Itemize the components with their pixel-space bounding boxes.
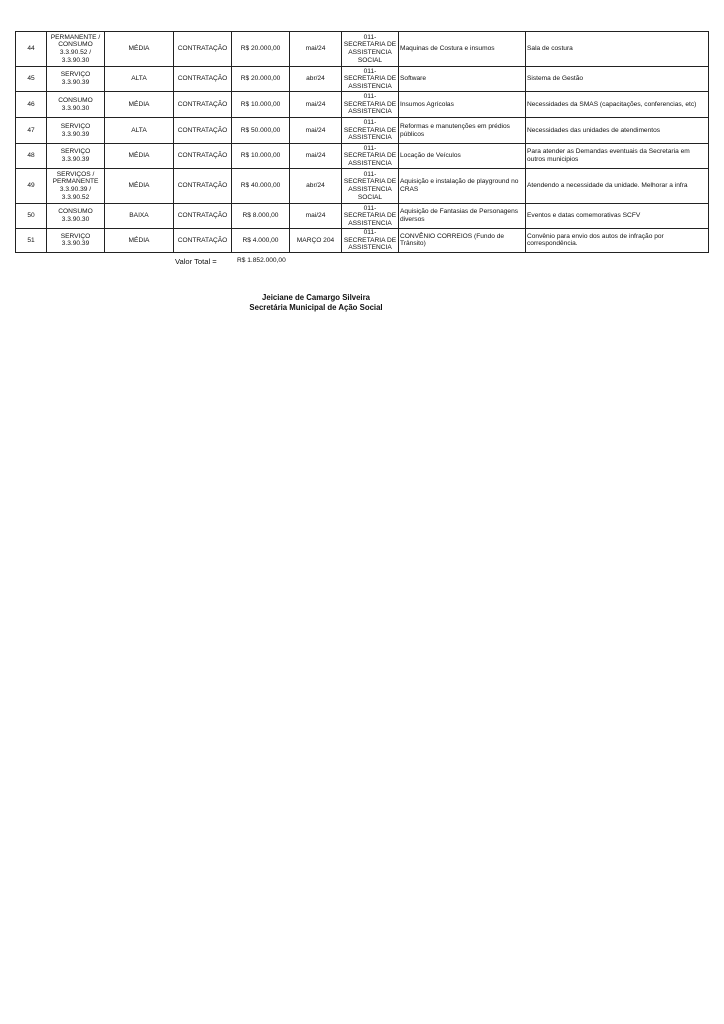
row-number: 51 (16, 229, 47, 253)
priority: BAIXA (105, 204, 174, 229)
priority: MÉDIA (105, 169, 174, 204)
table-row (16, 204, 709, 229)
object-description: Insumos Agrícolas (399, 92, 526, 118)
estimated-value: R$ 10.000,00 (232, 144, 290, 169)
object-description: Aquisição e instalação de playground no CRAS (399, 169, 526, 204)
justification: Convênio para envio dos autos de infração por correspondência. (526, 229, 709, 253)
priority: ALTA (105, 118, 174, 144)
expected-date: mai/24 (290, 204, 342, 229)
estimated-value: R$ 20.000,00 (232, 67, 290, 92)
requesting-unit: 011- SECRETARIA DE ASSISTENCIA SOCIAL (342, 32, 399, 67)
row-number: 45 (16, 67, 47, 92)
procurement-type: CONTRATAÇÃO (174, 67, 232, 92)
expected-date: abr/24 (290, 169, 342, 204)
row-number: 49 (16, 169, 47, 204)
estimated-value: R$ 8.000,00 (232, 204, 290, 229)
expense-category: SERVIÇO 3.3.90.39 (47, 118, 105, 144)
table-row (16, 118, 709, 144)
object-description: Software (399, 67, 526, 92)
requesting-unit: 011- SECRETARIA DE ASSISTENCIA (342, 204, 399, 229)
total-line (175, 257, 286, 266)
requesting-unit: 011- SECRETARIA DE ASSISTENCIA SOCIAL (342, 169, 399, 204)
justification: Atendendo a necessidade da unidade. Melhorar a infra (526, 169, 709, 204)
priority: MÉDIA (105, 144, 174, 169)
requesting-unit: 011- SECRETARIA DE ASSISTENCIA (342, 118, 399, 144)
table-row (16, 92, 709, 118)
total-value: R$ 1.852.000,00 (237, 257, 286, 264)
row-number: 46 (16, 92, 47, 118)
requesting-unit: 011- SECRETARIA DE ASSISTENCIA (342, 67, 399, 92)
object-description: Reformas e manutenções em prédios públicos (399, 118, 526, 144)
requesting-unit: 011- SECRETARIA DE ASSISTENCIA (342, 144, 399, 169)
estimated-value: R$ 20.000,00 (232, 32, 290, 67)
expense-category: SERVIÇO 3.3.90.39 (47, 67, 105, 92)
procurement-type: CONTRATAÇÃO (174, 204, 232, 229)
justification: Para atender as Demandas eventuais da Secretaria em outros municipios (526, 144, 709, 169)
priority: MÉDIA (105, 92, 174, 118)
signatory-role: Secretária Municipal de Ação Social (249, 303, 383, 312)
procurement-type: CONTRATAÇÃO (174, 169, 232, 204)
procurement-table (15, 31, 709, 253)
priority: MÉDIA (105, 229, 174, 253)
expense-category: SERVIÇO 3.3.90.39 (47, 144, 105, 169)
estimated-value: R$ 4.000,00 (232, 229, 290, 253)
procurement-type: CONTRATAÇÃO (174, 118, 232, 144)
object-description: CONVÊNIO CORREIOS (Fundo de Trânsito) (399, 229, 526, 253)
procurement-type: CONTRATAÇÃO (174, 144, 232, 169)
expected-date: abr/24 (290, 67, 342, 92)
procurement-type: CONTRATAÇÃO (174, 92, 232, 118)
justification: Eventos e datas comemorativas SCFV (526, 204, 709, 229)
expected-date: mai/24 (290, 32, 342, 67)
procurement-type: CONTRATAÇÃO (174, 229, 232, 253)
expense-category: CONSUMO 3.3.90.30 (47, 92, 105, 118)
priority: MÉDIA (105, 32, 174, 67)
expense-category: SERVIÇO 3.3.90.39 (47, 229, 105, 253)
table-row (16, 67, 709, 92)
estimated-value: R$ 10.000,00 (232, 92, 290, 118)
priority: ALTA (105, 67, 174, 92)
table-row (16, 169, 709, 204)
requesting-unit: 011- SECRETARIA DE ASSISTENCIA (342, 92, 399, 118)
object-description: Maquinas de Costura e insumos (399, 32, 526, 67)
expected-date: mai/24 (290, 118, 342, 144)
procurement-type: CONTRATAÇÃO (174, 32, 232, 67)
justification: Sistema de Gestão (526, 67, 709, 92)
row-number: 48 (16, 144, 47, 169)
row-number: 44 (16, 32, 47, 67)
expected-date: MARÇO 204 (290, 229, 342, 253)
justification: Sala de costura (526, 32, 709, 67)
expected-date: mai/24 (290, 144, 342, 169)
requesting-unit: 011- SECRETARIA DE ASSISTENCIA (342, 229, 399, 253)
table-row (16, 32, 709, 67)
row-number: 50 (16, 204, 47, 229)
total-label: Valor Total = (175, 257, 217, 266)
object-description: Aquisição de Fantasias de Personagens diversos (399, 204, 526, 229)
expense-category: CONSUMO 3.3.90.30 (47, 204, 105, 229)
expense-category: SERVIÇOS / PERMANENTE 3.3.90.39 / 3.3.90.52 (47, 169, 105, 204)
signature-block (0, 293, 632, 313)
expense-category: PERMANENTE / CONSUMO 3.3.90.52 / 3.3.90.30 (47, 32, 105, 67)
row-number: 47 (16, 118, 47, 144)
expected-date: mai/24 (290, 92, 342, 118)
table-row (16, 144, 709, 169)
table-row (16, 229, 709, 253)
signatory-name: Jeiciane de Camargo Silveira (262, 293, 370, 302)
estimated-value: R$ 50.000,00 (232, 118, 290, 144)
justification: Necessidades das unidades de atendimentos (526, 118, 709, 144)
object-description: Locação de Veículos (399, 144, 526, 169)
estimated-value: R$ 40.000,00 (232, 169, 290, 204)
justification: Necessidades da SMAS (capacitações, conferencias, etc) (526, 92, 709, 118)
